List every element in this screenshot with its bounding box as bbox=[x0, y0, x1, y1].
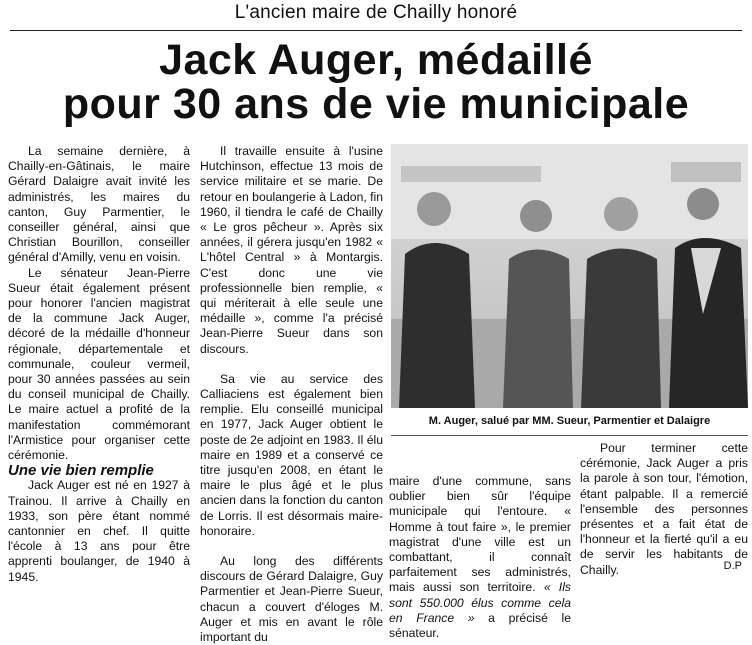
signature: D.P bbox=[723, 560, 742, 572]
quote: « Ils sont 550.000 élus comme cela en France » bbox=[389, 580, 571, 625]
headline-line-1: Jack Auger, médaillé bbox=[159, 36, 593, 84]
paragraph: Pour terminer cette cérémonie, Jack Auger a pris la parole à son tour, l'émotion, étant palpable. Il a remercié l'ensemble des personnes présentes et a fait état de l'honneur et la fierté qu'il a eu de servir les habitants de Chailly. bbox=[580, 441, 748, 577]
column-3 bbox=[389, 474, 571, 641]
column-4 bbox=[580, 441, 748, 578]
paragraph: La semaine dernière, à Chailly-en-Gâtinais, le maire Gérard Dalaigre avait invité les administrés, les maires du canton, Guy Parmentier, le conseiller général, ainsi que Christian Bourillon, conseiller général d'Amilly, venu en voisin. bbox=[8, 144, 190, 265]
headline-line-2: pour 30 ans de vie municipale bbox=[62, 80, 690, 128]
text: a précisé le sénateur. bbox=[389, 610, 571, 641]
caption-rule bbox=[391, 435, 748, 436]
headline bbox=[0, 38, 752, 126]
paragraph: Jack Auger est né en 1927 à Trainou. Il arrive à Chailly en 1933, son père étant nommé cantonnier en chef. Il quitte l'école à 13 ans pour être apprenti boulanger, de 1940 à 1945. bbox=[8, 478, 190, 584]
column-2 bbox=[200, 144, 383, 645]
text: maire d'une commune, sans oublier bien sûr l'équipe municipale qui l'entoure. « Homme à tout faire », le premier magistrat d'une ville est un combattant, il connaît parfaitement ses administrés, mais aussi son territoire. bbox=[389, 474, 571, 595]
column-1 bbox=[8, 144, 190, 585]
photo-illustration bbox=[391, 144, 748, 408]
paragraph bbox=[389, 474, 571, 641]
paragraph: Le sénateur Jean-Pierre Sueur était également présent pour honorer l'ancien magistrat de la commune Jack Auger, décoré de la médaille d'honneur régionale, départementale et communale, couleur vermeil, pour 30 années passées au sein du conseil municipal de Chailly. Le maire actuel a profité de la manifestation commémorant l'Armistice pour organiser cette cérémonie. bbox=[8, 265, 190, 463]
photo-caption: M. Auger, salué par MM. Sueur, Parmentier et Dalaigre bbox=[428, 415, 711, 427]
subheading: Une vie bien remplie bbox=[8, 462, 154, 480]
news-photo bbox=[391, 144, 748, 408]
kicker: L'ancien maire de Chailly honoré bbox=[234, 2, 518, 23]
paragraph: Au long des différents discours de Gérard Dalaigre, Guy Parmentier et Jean-Pierre Sueur, chacun a couvert d'éloges M. Auger et mis en avant le rôle important du bbox=[200, 554, 383, 645]
paragraph: Sa vie au service des Calliaciens est également bien remplie. Elu conseillé municipal en 1977, Jack Auger obtient le poste de 2e adjoint en 1983. Il élu maire en 1989 et a conservé ce titre jusqu'en 2008, en étant le maire le plus âgé et le plus ancien dans la fonction du canton de Lorris. Il est désormais maire-honoraire. bbox=[200, 371, 383, 538]
paragraph: Il travaille ensuite à l'usine Hutchinson, effectue 13 mois de service militaire et se marie. De retour en boulangerie à Ladon, fin 1960, il tiendra le café de Chailly « Le gros pêcheur ». Après six années, il gérera jusqu'en 1982 « L'hôtel Central » à Montargis. C'est donc une vie professionnelle bien remplie, « qui mériterait à elle seule une médaille », comme l'a précisé Jean-Pierre Sueur dans son discours. bbox=[200, 144, 383, 356]
kicker-rule bbox=[10, 30, 742, 31]
